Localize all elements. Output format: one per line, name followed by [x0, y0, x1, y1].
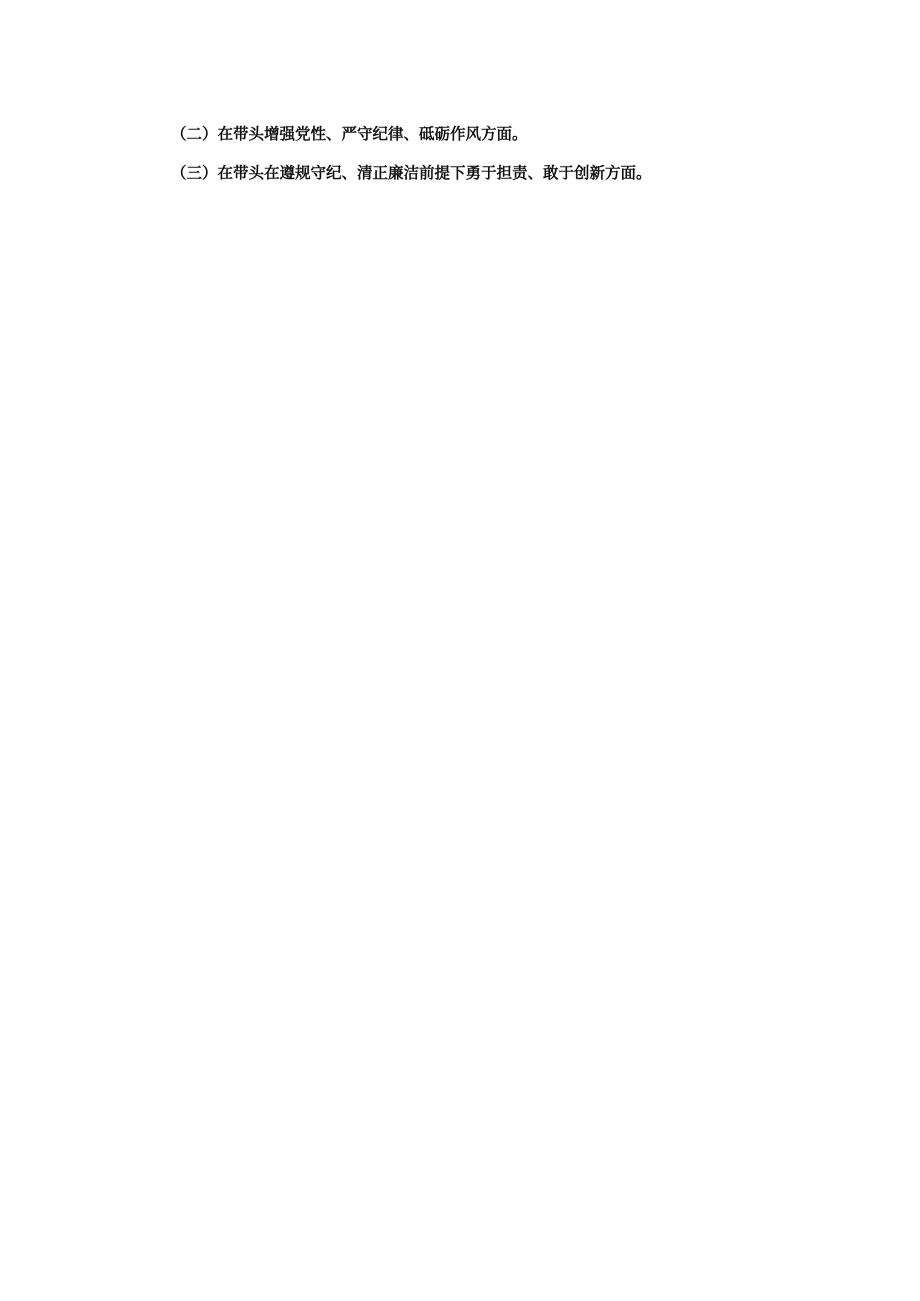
section-heading: （二）在带头增强党性、严守纪律、砥砺作风方面。: [171, 124, 528, 143]
section-heading: （三）在带头在遵规守纪、清正廉洁前提下勇于担责、敢于创新方面。: [171, 162, 652, 182]
paragraph-section-3: [140, 161, 795, 186]
paragraph-section-2: [140, 122, 795, 147]
document-page: [140, 108, 795, 185]
